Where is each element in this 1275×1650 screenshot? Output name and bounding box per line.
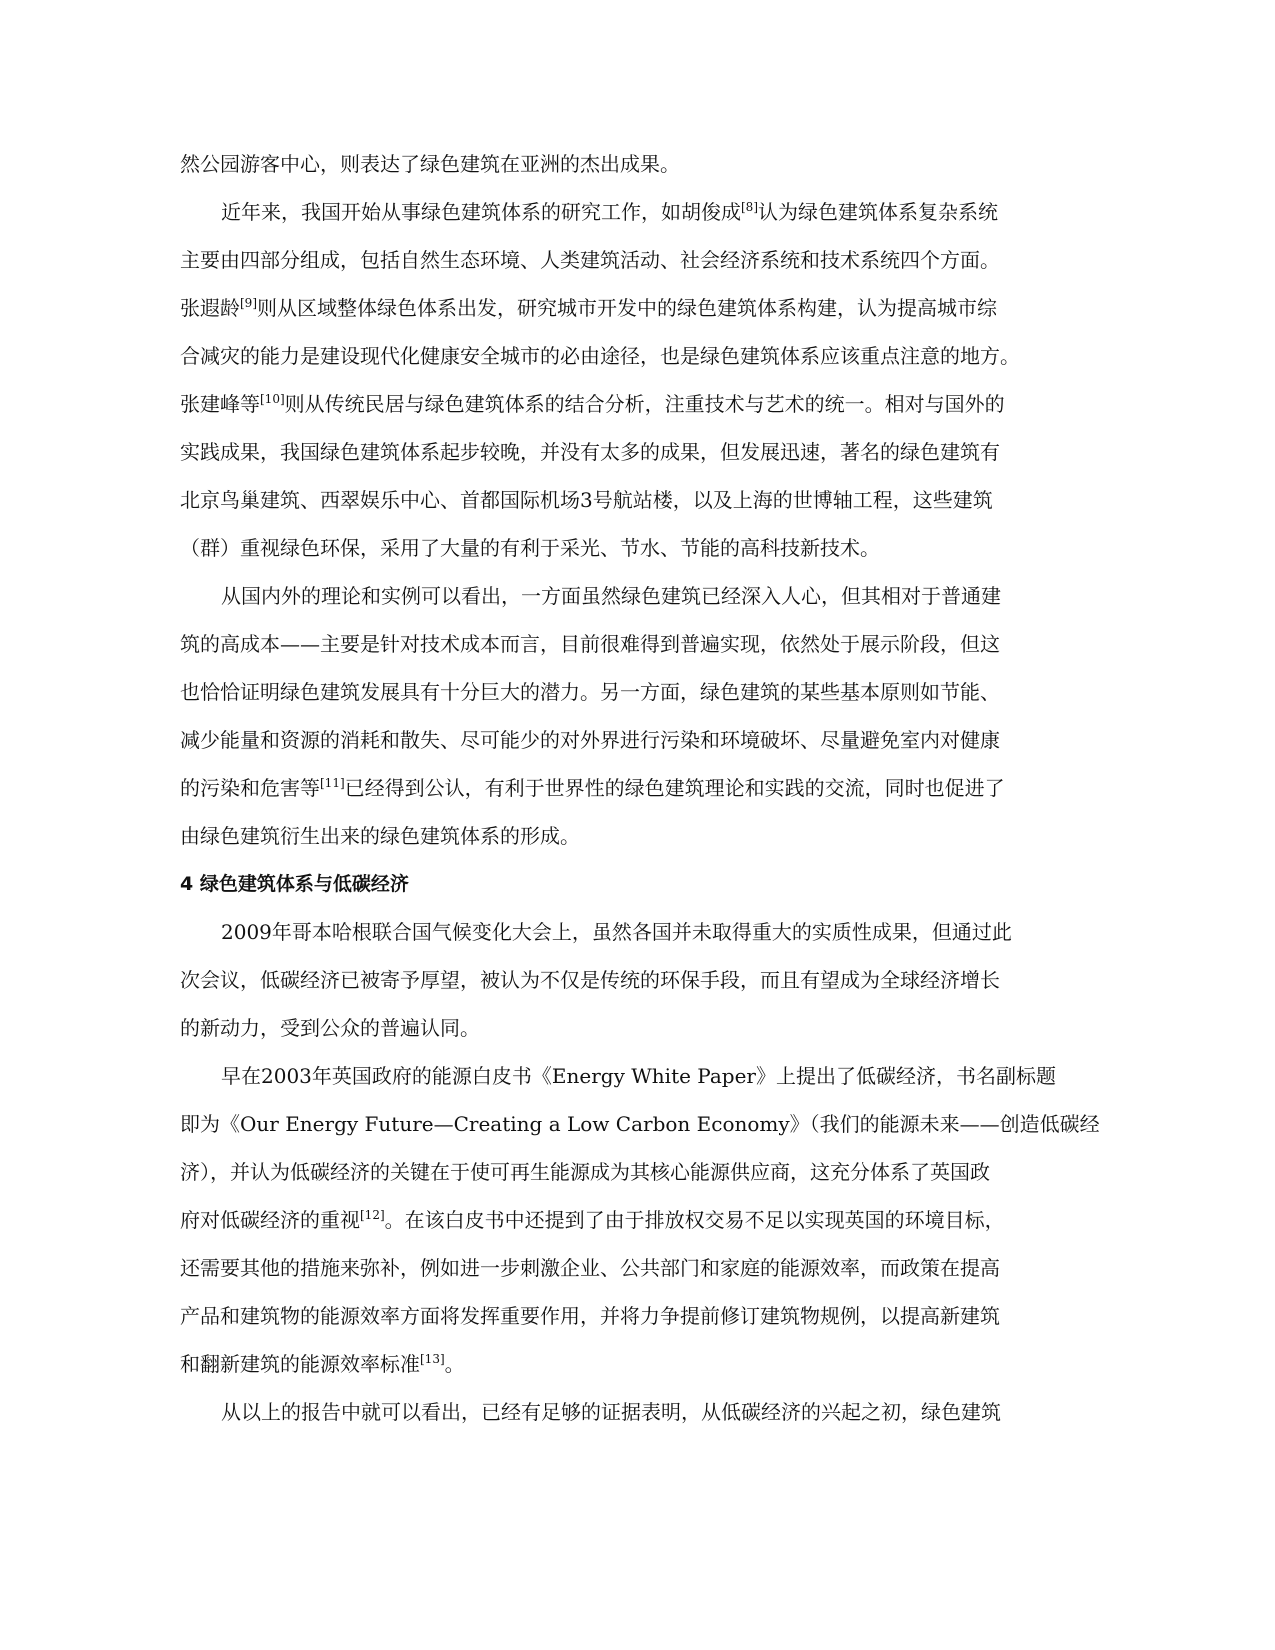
body-text: 则从传统民居与绿色建筑体系的结合分析，注重技术与艺术的统一。相对与国外的 <box>284 392 1005 416</box>
paragraph-line: 然公园游客中心，则表达了绿色建筑在亚洲的杰出成果。 <box>180 152 680 176</box>
paragraph-line <box>180 1340 1038 1388</box>
body-text: 则从区域整体绿色体系出发，研究城市开发中的绿色建筑体系构建，认为提高城市综 <box>257 296 997 320</box>
citation-ref: [8] <box>741 200 758 214</box>
paragraph-line: 减少能量和资源的消耗和散失、尽可能少的对外界进行污染和环境破坏、尽量避免室内对健康 <box>180 728 1000 752</box>
paragraph-line <box>180 1196 1038 1244</box>
paragraph-line: 早在2003年英国政府的能源白皮书《Energy White Paper》上提出了低碳经济，书名副标题 <box>221 1064 1056 1088</box>
paragraph-line: 实践成果，我国绿色建筑体系起步较晚，并没有太多的成果，但发展迅速，著名的绿色建筑有 <box>180 440 1000 464</box>
paragraph-line: 产品和建筑物的能源效率方面将发挥重要作用，并将力争提前修订建筑物规例，以提高新建筑 <box>180 1304 1000 1328</box>
body-text: 认为绿色建筑体系复杂系统 <box>758 200 998 224</box>
paragraph-line: 北京鸟巢建筑、西翠娱乐中心、首都国际机场3号航站楼，以及上海的世博轴工程，这些建筑 <box>180 488 993 512</box>
body-text: 和翻新建筑的能源效率标准 <box>180 1352 420 1376</box>
paragraph-line <box>180 764 1038 812</box>
citation-ref: [13] <box>420 1352 445 1366</box>
paragraph-line: 主要由四部分组成，包括自然生态环境、人类建筑活动、社会经济系统和技术系统四个方面。 <box>180 248 1000 272</box>
citation-ref: [10] <box>260 392 285 406</box>
body-text: 已经得到公认，有利于世界性的绿色建筑理论和实践的交流，同时也促进了 <box>344 776 1005 800</box>
paragraph-line <box>180 380 1038 428</box>
paragraph-line: 即为《Our Energy Future—Creating a Low Carbon Economy》（我们的能源未来——创造低碳经 <box>180 1112 1100 1136</box>
body-text: 。在该白皮书中还提到了由于排放权交易不足以实现英国的环境目标， <box>384 1208 1005 1232</box>
paragraph-line <box>180 188 1038 236</box>
body-text: 近年来，我国开始从事绿色建筑体系的研究工作，如胡俊成 <box>221 200 741 224</box>
document-page <box>180 140 1100 1436</box>
paragraph-line: 筑的高成本——主要是针对技术成本而言，目前很难得到普遍实现，依然处于展示阶段，但这 <box>180 632 1000 656</box>
paragraph-line: 济），并认为低碳经济的关键在于使可再生能源成为其核心能源供应商，这充分体系了英国政 <box>180 1160 990 1184</box>
paragraph-line: 2009年哥本哈根联合国气候变化大会上，虽然各国并未取得重大的实质性成果，但通过此 <box>221 920 1012 944</box>
paragraph-line: 由绿色建筑衍生出来的绿色建筑体系的形成。 <box>180 824 580 848</box>
paragraph-line <box>180 284 1038 332</box>
paragraph-line: 也恰恰证明绿色建筑发展具有十分巨大的潜力。另一方面，绿色建筑的某些基本原则如节能、 <box>180 680 1000 704</box>
paragraph-line: 从以上的报告中就可以看出，已经有足够的证据表明，从低碳经济的兴起之初，绿色建筑 <box>221 1400 1001 1424</box>
paragraph-line: 合减灾的能力是建设现代化健康安全城市的必由途径，也是绿色建筑体系应该重点注意的地方。 <box>180 344 1020 368</box>
body-text: 张建峰等 <box>180 392 260 416</box>
citation-ref: [11] <box>320 776 345 790</box>
paragraph-line: 的新动力，受到公众的普遍认同。 <box>180 1016 480 1040</box>
section-heading: 4 绿色建筑体系与低碳经济 <box>180 873 409 895</box>
paragraph-line: 次会议，低碳经济已被寄予厚望，被认为不仅是传统的环保手段，而且有望成为全球经济增长 <box>180 968 1000 992</box>
paragraph-line: （群）重视绿色环保，采用了大量的有利于采光、节水、节能的高科技新技术。 <box>180 536 880 560</box>
paragraph-line: 还需要其他的措施来弥补，例如进一步刺激企业、公共部门和家庭的能源效率，而政策在提高 <box>180 1256 1000 1280</box>
citation-ref: [9] <box>240 296 257 310</box>
body-text: 府对低碳经济的重视 <box>180 1208 360 1232</box>
body-text: 。 <box>444 1352 465 1376</box>
paragraph-line: 从国内外的理论和实例可以看出，一方面虽然绿色建筑已经深入人心，但其相对于普通建 <box>221 584 1001 608</box>
body-text: 的污染和危害等 <box>180 776 320 800</box>
citation-ref: [12] <box>360 1208 385 1222</box>
body-text: 张遐龄 <box>180 296 240 320</box>
